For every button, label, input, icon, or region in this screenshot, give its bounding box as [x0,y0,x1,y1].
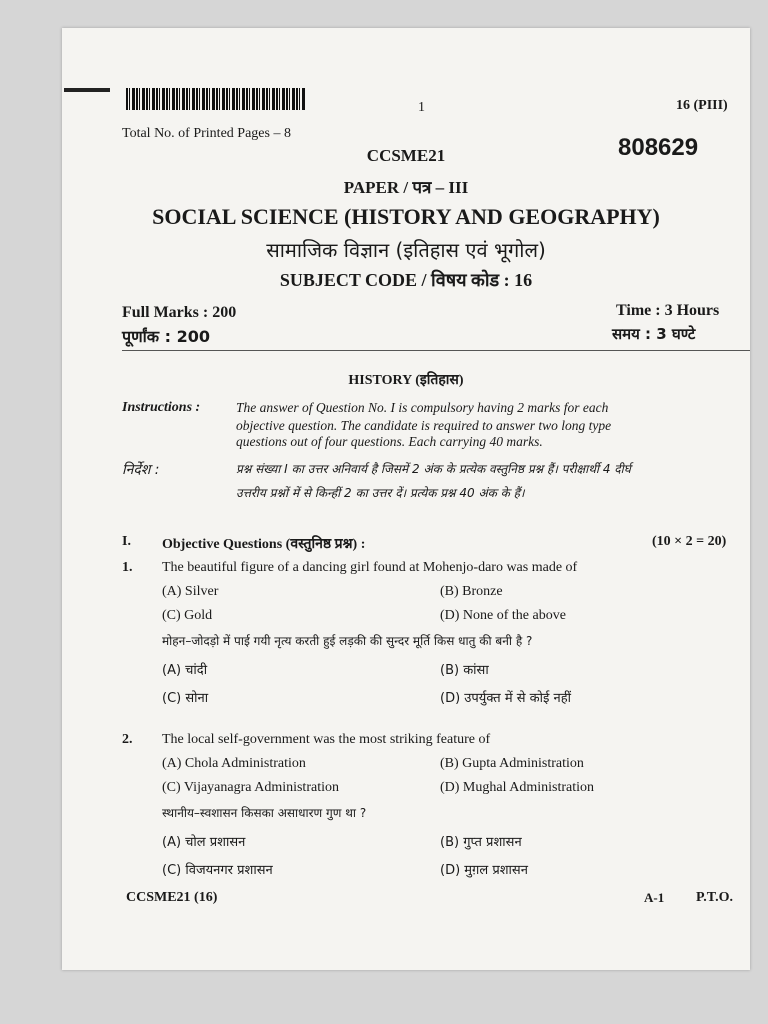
q1-option-c-en: (C) Gold [162,608,213,623]
margin-mark [64,88,110,92]
footer-page-ref: A-1 [644,890,665,905]
objective-marks: (10 × 2 = 20) [652,534,727,549]
q1-option-b-en: (B) Bronze [440,584,503,599]
q1-option-b-hi: (B) कांसा [440,663,489,678]
header-divider [122,350,750,351]
nirdesh-label: निर्देश : [122,462,160,478]
q1-option-d-en: (D) None of the above [440,608,566,623]
q1-option-d-hi: (D) उपर्युक्त में से कोई नहीं [440,691,572,706]
q1-option-c-hi: (C) सोना [162,691,209,706]
q2-option-b-en: (B) Gupta Administration [440,756,584,771]
time-en: Time : 3 Hours [616,302,720,319]
barcode [126,88,306,110]
q2-option-b-hi: (B) गुप्त प्रशासन [440,835,522,850]
question-1-number: 1. [122,560,133,575]
q2-option-c-en: (C) Vijayanagra Administration [162,780,339,795]
question-2-number: 2. [122,732,133,747]
serial-number: 808629 [618,134,699,161]
course-code: CCSME21 [366,146,446,165]
objective-label: Objective Questions (वस्तुनिष्ठ प्रश्न) : [162,537,366,552]
page-number: 1 [418,100,425,115]
full-marks-en: Full Marks : 200 [122,304,237,321]
total-pages: Total No. of Printed Pages – 8 [122,126,291,141]
nirdesh-line-1: प्रश्न संख्या I का उत्तर अनिवार्य है जिसमें 2 अंक के प्रत्येक वस्तुनिष्ठ प्रश्न हैं। परीक्षार्थी 4 दीर्घ [236,462,631,476]
footer-pto: P.T.O. [696,890,733,905]
instructions-line-1: The answer of Question No. I is compulsory having 2 marks for each [236,400,609,415]
paper-code-right: 16 (PIII) [676,98,728,113]
question-1-text-hi: मोहन–जोदड़ो में पाई गयी नृत्य करती हुई लड़की की सुन्दर मूर्ति किस धातु की बनी है ? [162,634,533,648]
exam-page [62,28,750,970]
question-2-text-en: The local self-government was the most striking feature of [162,732,491,747]
paper-title: PAPER / पत्र – III [343,178,469,197]
nirdesh-line-2: उत्तरीय प्रश्नों में से किन्हीं 2 का उत्तर दें। प्रत्येक प्रश्न 40 अंक के हैं। [236,486,525,500]
q2-option-d-en: (D) Mughal Administration [440,780,594,795]
subject-code: SUBJECT CODE / विषय कोड : 16 [279,270,533,290]
question-2-text-hi: स्थानीय–स्वशासन किसका असाधारण गुण था ? [162,806,367,820]
footer-code: CCSME21 (16) [126,890,218,905]
instructions-line-2: objective question. The candidate is required to answer two long type [236,418,612,433]
question-1-text-en: The beautiful figure of a dancing girl found at Mohenjo-daro was made of [162,560,578,575]
q2-option-a-en: (A) Chola Administration [162,756,306,771]
q1-option-a-en: (A) Silver [162,584,219,599]
subject-title-hi: सामाजिक विज्ञान (इतिहास एवं भूगोल) [266,238,546,262]
q2-option-c-hi: (C) विजयनगर प्रशासन [162,863,273,878]
objective-number: I. [122,534,131,549]
instructions-line-3: questions out of four questions. Each carrying 40 marks. [236,434,543,449]
section-heading: HISTORY (इतिहास) [348,373,464,388]
q2-option-d-hi: (D) मुग़ल प्रशासन [440,863,528,878]
instructions-label: Instructions : [122,400,201,415]
full-marks-hi: पूर्णांक : 200 [122,327,211,346]
subject-title-en: SOCIAL SCIENCE (HISTORY AND GEOGRAPHY) [152,204,660,229]
q2-option-a-hi: (A) चोल प्रशासन [162,835,246,850]
time-hi: समय : 3 घण्टे [612,325,696,343]
q1-option-a-hi: (A) चांदी [162,663,208,678]
